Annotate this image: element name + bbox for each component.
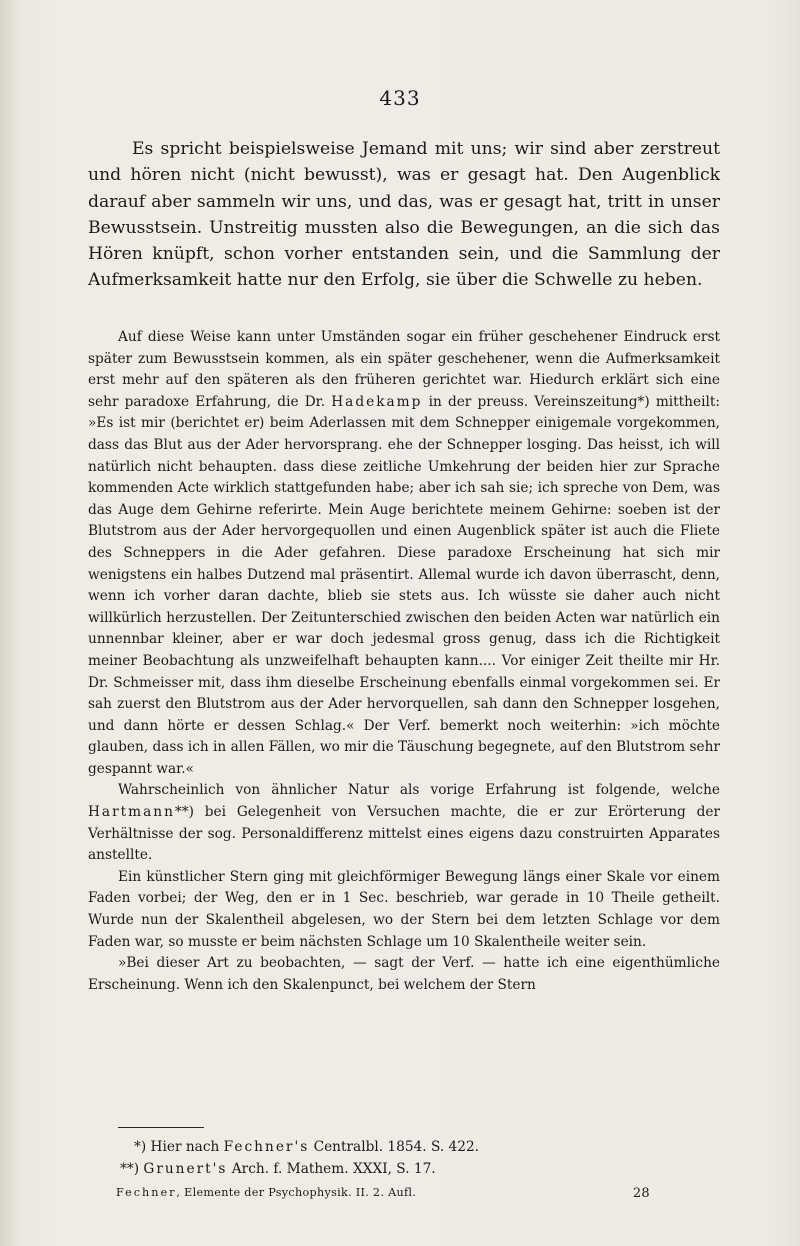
footnote [120, 1159, 620, 1181]
text-run: in der preuss. Vereinszeitung*) mittheilt: »Es ist mir (berichtet er) beim Aderlassen mit dem Schnepper einigemale vorgekommen, dass das Blut aus der Ader hervorsprang. ehe der Schnepper losging. Das heisst, ich will natürlich nicht behaupten. dass diese zeitliche Umkehrung der beiden hier zur Sprache kommenden Acte wirklich stattgefunden habe; aber ich sah sie; ich spreche von Dem, was das Auge dem Gehirne referirte. Mein Auge berichtete meinem Gehirne: soeben ist der Blutstrom aus der Ader hervorgequollen und einen Augenblick später ist auch die Fliete des Schneppers in die Ader gefahren. Diese paradoxe Erscheinung hat sich mir wenigstens ein halbes Dutzend mal präsentirt. Allemal wurde ich davon überrascht, denn, wenn ich vorher daran dachte, blieb sie stets aus. Ich wüsste sie daher auch nicht willkürlich herzustellen. Der Zeitunterschied zwischen den beiden Acten war natürlich ein unnennbar kleiner, aber er war doch jedesmal gross genug, dass ich die Richtigkeit meiner Beobachtung als unzweifelhaft behaupten kann.... Vor einiger Zeit theilte mir Hr. Dr. Schmeisser mit, dass ihm dieselbe Erscheinung ebenfalls einmal vorgekommen sei. Er sah zuerst den Blutstrom aus der Ader hervorquellen, sah dann den Schnepper losgehen, und dann hörte er dessen Schlag.« Der Verf. bemerkt noch weiterhin: »ich möchte glauben, dass ich in allen Fällen, wo mir die Täuschung begegnete, auf den Blutstrom sehr gespannt war.« [88, 393, 720, 777]
footnote-mark: *) [134, 1139, 147, 1155]
paragraph-hadekamp [88, 327, 720, 780]
page-number: 433 [379, 86, 421, 110]
bottom-line [116, 1186, 650, 1199]
paragraph-hartmann [88, 780, 720, 866]
signature-mark: 28 [632, 1186, 650, 1201]
small-print-block [88, 327, 720, 996]
text-run: Hier nach [150, 1139, 220, 1155]
text-run: Centralbl. 1854. S. 422. [313, 1139, 480, 1155]
footnote-rule [118, 1127, 204, 1128]
main-paragraph: Es spricht beispielsweise Jemand mit uns; wir sind aber zerstreut und hören nicht (nicht bewusst), was er gesagt hat. Den Augenblick darauf aber sammeln wir uns, und das, was er gesagt hat, tritt in unser Bewusstsein. Unstreitig mussten also die Bewegungen, an die sich das Hören knüpft, schon vorher entstanden sein, und die Sammlung der Aufmerksamkeit hatte nur den Erfolg, sie über die Schwelle zu heben. [88, 139, 720, 291]
main-text-block [88, 136, 720, 294]
footnotes [120, 1137, 620, 1180]
book-title: , Elemente der Psychophysik. II. 2. Aufl. [176, 1186, 417, 1199]
spaced-name: Grunert's [143, 1160, 228, 1177]
spaced-name: Hartmann [88, 804, 175, 821]
spaced-name: Fechner's [223, 1139, 310, 1155]
text-run: Arch. f. Mathem. XXXI, S. 17. [231, 1160, 436, 1177]
spaced-name: Hadekamp [331, 393, 423, 410]
footnote [120, 1137, 620, 1159]
text-run: Auf diese Weise kann unter Umständen sogar ein früher geschehener Eindruck erst später zum Bewusstsein kommen, als ein später geschehener, wenn die Aufmerksamkeit erst mehr auf den späteren als den früheren gerichtet war. Hiedurch erklärt sich eine sehr paradoxe Erfahrung, die Dr. [88, 329, 720, 410]
paragraph-quote: »Bei dieser Art zu beobachten, — sagt der Verf. — hatte ich eine eigenthümliche Erscheinung. Wenn ich den Skalenpunct, bei welchem der Stern [88, 955, 720, 993]
text-run: **) bei Gelegenheit von Versuchen machte, die er zur Erörterung der Verhältnisse der sog. Personaldifferenz mittelst eines eigens dazu construirten Apparates anstellte. [88, 804, 720, 864]
author-name: Fechner [116, 1186, 177, 1199]
text-run: Wahrscheinlich von ähnlicher Natur als vorige Erfahrung ist folgende, welche [118, 782, 720, 799]
paragraph-stern: Ein künstlicher Stern ging mit gleichförmiger Bewegung längs einer Skale vor einem Faden vorbei; der Weg, den er in 1 Sec. beschrieb, war gerade in 10 Theile getheilt. Wurde nun der Skalentheil abgelesen, wo der Stern bei dem letzten Schlage vor dem Faden war, so musste er beim nächsten Schlage um 10 Skalentheile weiter sein. [88, 868, 720, 950]
footnote-mark: **) [120, 1160, 140, 1177]
